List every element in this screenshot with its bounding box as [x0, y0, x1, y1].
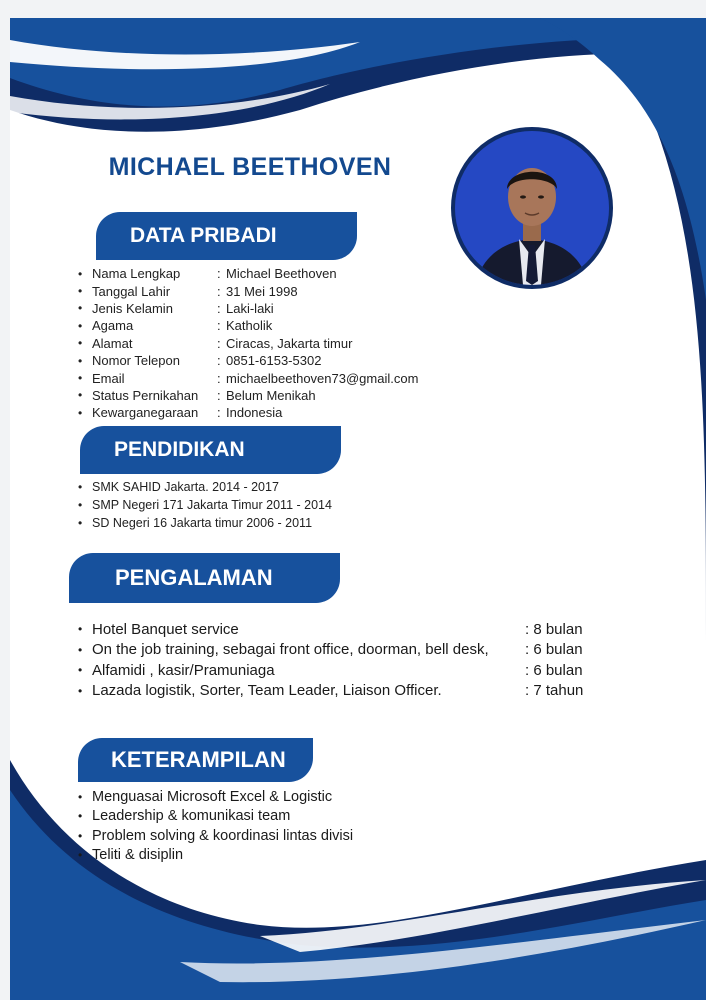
education-item: • SMP Negeri 171 Jakarta Timur 2011 - 2014	[78, 498, 332, 512]
education-heading: PENDIDIKAN	[80, 426, 341, 474]
skill-item: • Problem solving & koordinasi lintas divisi	[78, 827, 354, 844]
experience-item: • Lazada logistik, Sorter, Team Leader, Liaison Officer. : 7 tahun	[78, 682, 584, 700]
education-item: • SD Negeri 16 Jakarta timur 2006 - 2011	[78, 516, 313, 530]
experience-heading: PENGALAMAN	[69, 553, 340, 603]
personal-row-marital-status: • Status Pernikahan : Belum Menikah	[78, 387, 316, 403]
experience-item: • On the job training, sebagai front office, doorman, bell desk, : 6 bulan	[78, 641, 583, 659]
personal-data-heading: DATA PRIBADI	[96, 212, 357, 260]
experience-item: • Alfamidi , kasir/Pramuniaga : 6 bulan	[78, 661, 583, 679]
skill-item: • Menguasai Microsoft Excel & Logistic	[78, 788, 333, 805]
personal-row-phone: • Nomor Telepon : 0851-6153-5302	[78, 353, 322, 369]
skill-item: • Teliti & disiplin	[78, 847, 184, 864]
education-list	[78, 478, 478, 532]
personal-row-gender: • Jenis Kelamin : Laki-laki	[78, 300, 274, 316]
skill-item: • Leadership & komunikasi team	[78, 808, 291, 825]
skills-heading: KETERAMPILAN	[78, 738, 313, 782]
experience-item: • Hotel Banquet service : 8 bulan	[78, 620, 583, 638]
candidate-name: MICHAEL BEETHOVEN	[108, 153, 392, 181]
personal-row-email: • Email : michaelbeethoven73@gmail.com	[78, 370, 419, 386]
personal-row-religion: • Agama : Katholik	[78, 318, 273, 334]
skills-list	[78, 787, 478, 865]
education-item: • SMK SAHID Jakarta. 2014 - 2017	[78, 480, 279, 494]
personal-data-list	[78, 265, 498, 422]
personal-row-name: • Nama Lengkap : Michael Beethoven	[78, 266, 337, 282]
personal-row-citizenship: • Kewarganegaraan : Indonesia	[78, 405, 283, 421]
personal-row-birthdate: • Tanggal Lahir : 31 Mei 1998	[78, 283, 298, 299]
experience-list	[78, 619, 598, 701]
personal-row-address: • Alamat : Ciracas, Jakarta timur	[78, 335, 353, 351]
